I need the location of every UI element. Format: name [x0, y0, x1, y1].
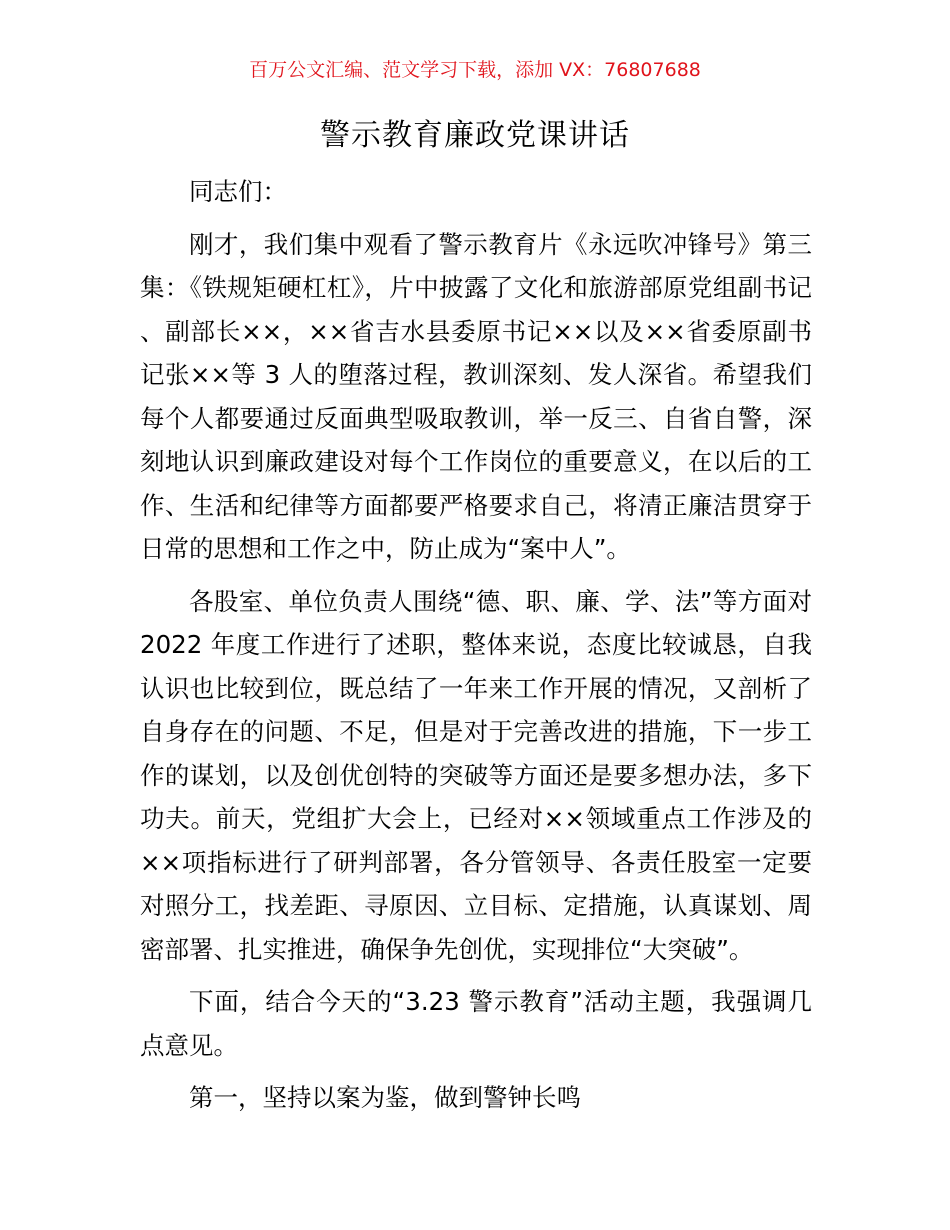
paragraph-opinions-intro: 下面，结合今天的“3.23 警示教育”活动主题，我强调几点意见。 [140, 987, 812, 1060]
document-body [140, 170, 812, 1120]
paragraph-warning-film: 刚才，我们集中观看了警示教育片《永远吹冲锋号》第三集：《铁规矩硬杠杠》，片中披露了文化和旅游部原党组副书记、副部长××，××省吉水县委原书记××以及××省委原副书记张××等 3 人的堕落过程，教训深刻、发人深省。希望我们每个人都要通过反面典型吸取教训，举一反三、自省自警，深刻地认识到廉政建设对每个工作岗位的重要意义，在以后的工作、生活和纪律等方面都要严格要求自己，将清正廉洁贯穿于日常的思想和工作之中，防止成为“案中人”。 [140, 229, 812, 563]
salutation: 同志们： [189, 177, 287, 206]
promo-banner: 百万公文汇编、范文学习下载，添加 VX：76807688 [249, 59, 701, 81]
paragraph-work-review: 各股室、单位负责人围绕“德、职、廉、学、法”等方面对 2022 年度工作进行了述职，整体来说，态度比较诚恳，自我认识也比较到位，既总结了一年来工作开展的情况，又剖析了自身存在的问题、不足，但是对于完善改进的措施，下一步工作的谋划，以及创优创特的突破等方面还是要多想办法，多下功夫。前天，党组扩大会上，已经对××领域重点工作涉及的××项指标进行了研判部署，各分管领导、各责任股室一定要对照分工，找差距、寻原因、立目标、定措施，认真谋划、周密部署、扎实推进，确保争先创优，实现排位“大突破”。 [140, 586, 812, 964]
document-title: 警示教育廉政党课讲话 [320, 118, 630, 153]
section-heading-first: 第一，坚持以案为鉴，做到警钟长鸣 [189, 1083, 581, 1112]
